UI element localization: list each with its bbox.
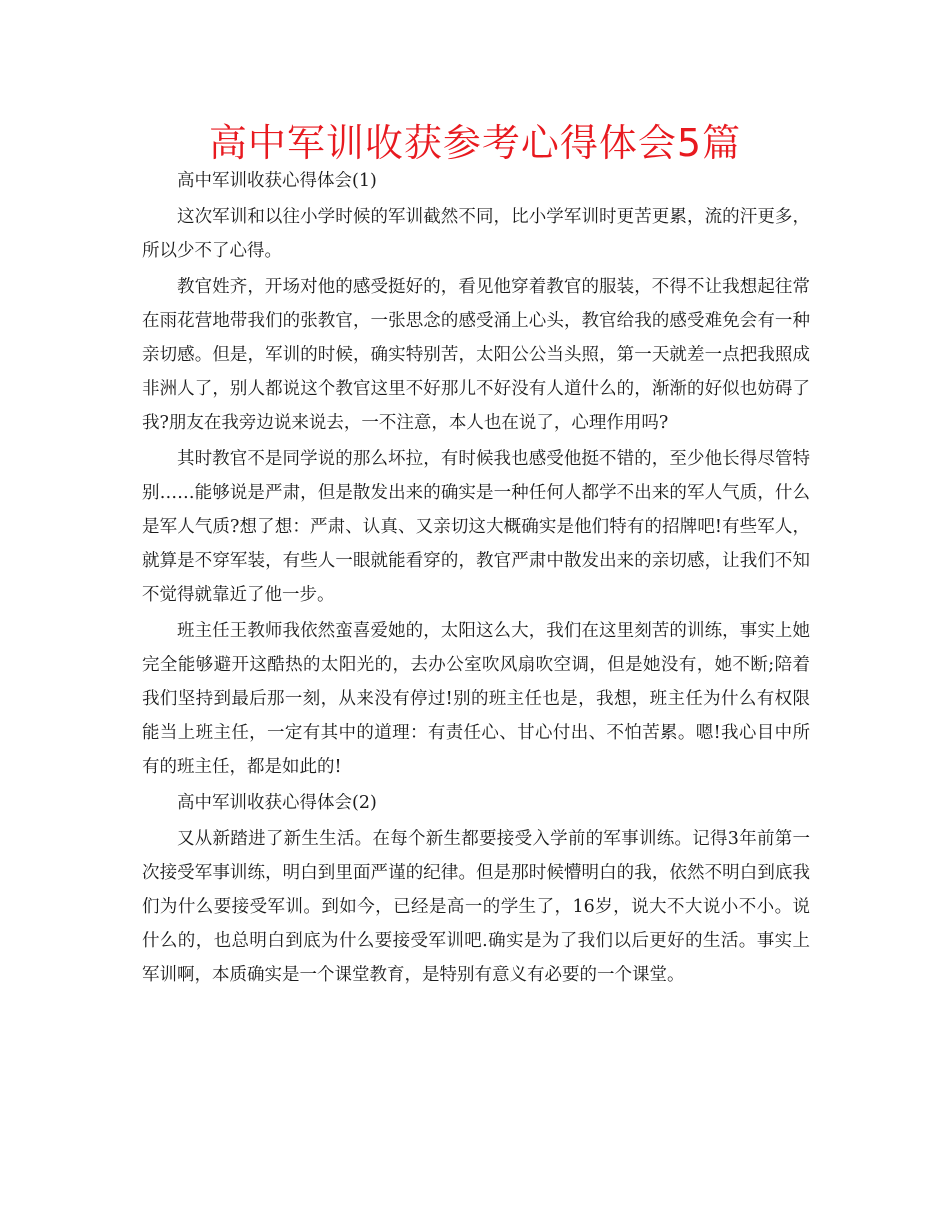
paragraph: 班主任王教师我依然蛮喜爱她的，太阳这么大，我们在这里刻苦的训练，事实上她完全能够避开这酷热的太阳光的，去办公室吹风扇吹空调，但是她没有，她不断;陪着我们坚持到最后那一刻，从来没有停过!别的班主任也是，我想，班主任为什么有权限能当上班主任，一定有其中的道理：有责任心、甘心付出、不怕苦累。嗯!我心目中所有的班主任，都是如此的! [142, 621, 810, 777]
section-heading-2: 高中军训收获心得体会(2) [177, 793, 377, 813]
paragraph: 其时教官不是同学说的那么坏拉，有时候我也感受他挺不错的，至少他长得尽管特别……能够说是严肃，但是散发出来的确实是一种任何人都学不出来的军人气质，什么是军人气质?想了想：严肃、认真、又亲切这大概确实是他们特有的招牌吧!有些军人，就算是不穿军装，有些人一眼就能看穿的，教官严肃中散发出来的亲切感，让我们不知不觉得就靠近了他一步。 [142, 449, 810, 605]
document-body [142, 164, 810, 994]
paragraph: 又从新踏进了新生生活。在每个新生都要接受入学前的军事训练。记得3年前第一次接受军事训练，明白到里面严谨的纪律。但是那时候懵明白的我，依然不明白到底我们为什么要接受军训。到如今，已经是高一的学生了，16岁，说大不大说小不小。说什么的，也总明白到底为什么要接受军训吧.确实是为了我们以后更好的生活。事实上军训啊，本质确实是一个课堂教育，是特别有意义有必要的一个课堂。 [142, 829, 810, 985]
section-heading-1: 高中军训收获心得体会(1) [177, 171, 377, 191]
paragraph: 这次军训和以往小学时候的军训截然不同，比小学军训时更苦更累，流的汗更多，所以少不了心得。 [142, 207, 810, 261]
document-title: 高中军训收获参考心得体会5篇 [208, 121, 742, 165]
paragraph: 教官姓齐，开场对他的感受挺好的，看见他穿着教官的服装，不得不让我想起往常在雨花营地带我们的张教官，一张思念的感受涌上心头，教官给我的感受难免会有一种亲切感。但是，军训的时候，确实特别苦，太阳公公当头照，第一天就差一点把我照成非洲人了，别人都说这个教官这里不好那儿不好没有人道什么的，渐渐的好似也妨碍了我?朋友在我旁边说来说去，一不注意，本人也在说了，心理作用吗? [142, 277, 810, 433]
